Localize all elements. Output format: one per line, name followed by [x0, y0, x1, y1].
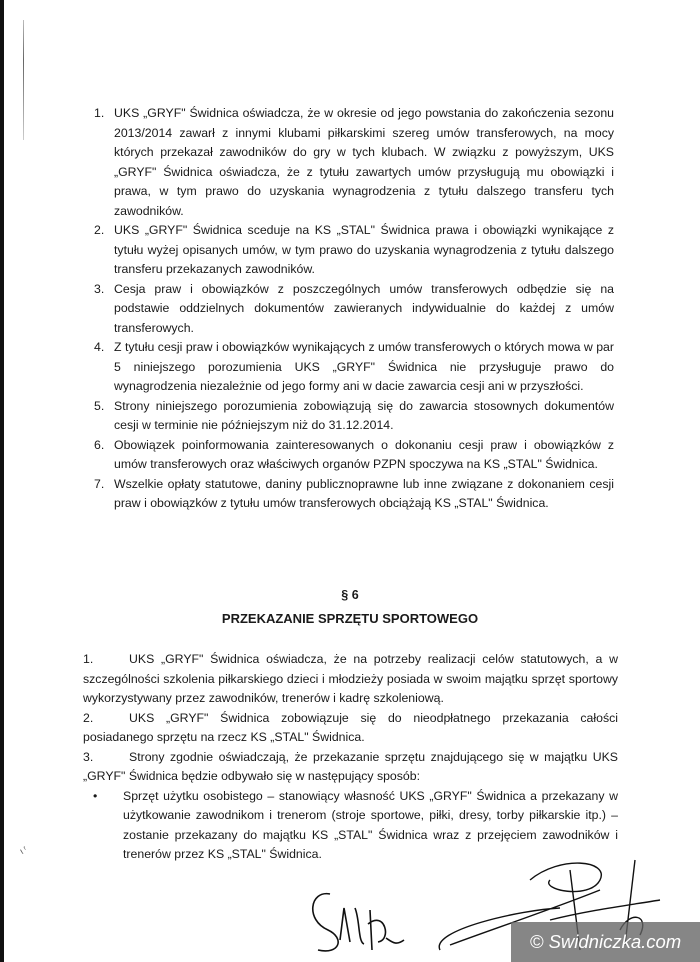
section5-list — [94, 104, 614, 514]
list-item — [94, 475, 614, 514]
list-item — [94, 397, 614, 436]
item-text: Strony niniejszego porozumienia zobowiązują się do zawarcia stosownych dokumentów cesji w terminie nie późniejszym niż do 31.12.2014. — [114, 398, 614, 432]
item-number: 3. — [83, 749, 94, 764]
item-text: Obowiązek poinformowania zainteresowanych o dokonaniu cesji praw i obowiązków z umów transferowych oraz właściwych organów PZPN spoczywa na KS „STAL" Świdnica. — [114, 437, 614, 471]
item-number: 3. — [94, 281, 105, 296]
page-left-edge — [0, 0, 4, 962]
signature-left-icon — [300, 880, 410, 960]
item-number: 7. — [94, 476, 105, 491]
list-item — [83, 748, 618, 787]
item-number: 6. — [94, 437, 105, 452]
item-number: 2. — [94, 223, 105, 237]
item-text: UKS „GRYF" Świdnica zobowiązuje się do nieodpłatnego przekazania całości posiadanego sprzętu na rzecz KS „STAL" Świdnica. — [83, 710, 618, 744]
list-item — [83, 709, 618, 748]
scan-margin-mark — [23, 20, 24, 140]
section-number: § 6 — [341, 588, 359, 602]
item-text: UKS „GRYF" Świdnica sceduje na KS „STAL" Świdnica prawa i obowiązki wynikające z tytułu wyżej opisanych umów, w tym prawo do uzyskania wynagrodzenia z tytułu dalszego transferu przekazanych zawodników. — [114, 223, 614, 276]
bullet-text: Sprzęt użytku osobistego – stanowiący własność UKS „GRYF" Świdnica a przekazany w użytkowanie zawodnikom i trenerom (stroje sportowe, piłki, dresy, torby piłkarskie itp.) – zostanie przekazany do majątku KS „STAL" Świdnica wraz z przejęciem zawodników i trenerów przez KS „STAL" Świdnica. — [123, 788, 618, 861]
watermark: © Swidniczka.com — [511, 922, 700, 962]
item-number: 2. — [83, 710, 94, 725]
section6-list — [83, 650, 618, 865]
item-text: UKS „GRYF" Świdnica oświadcza, że na potrzeby realizacji celów statutowych, a w szczególności szkolenia piłkarskiego dzieci i młodzieży posiada w swoim majątku sprzęt sportowy wykorzystywany przez zawodników, trenerów i kadrę szkoleniową. — [83, 652, 618, 705]
item-text: Cesja praw i obowiązków z poszczególnych umów transferowych odbędzie się na podstawie oddzielnych dokumentów zawieranych indywidualnie do każdej z umów transferowych. — [114, 281, 614, 335]
item-number: 1. — [83, 652, 94, 666]
list-item — [94, 436, 614, 475]
item-text: Z tytułu cesji praw i obowiązków wynikających z umów transferowych o których mowa w par 5 niniejszego porozumienia UKS „GRYF" Świdnica nie przysługuje prawo do wynagrodzenia niezależnie od jego formy ani w dacie zawarcia cesji ani w przyszłości. — [114, 340, 614, 393]
item-number: 5. — [94, 398, 105, 413]
list-item — [83, 650, 618, 709]
list-item — [94, 280, 614, 339]
list-item — [94, 338, 614, 397]
list-item — [94, 221, 614, 280]
item-number: 4. — [94, 340, 105, 354]
scan-mark: ι ʳ — [17, 844, 29, 856]
item-text: Strony zgodnie oświadczają, że przekazanie sprzętu znajdującego się w majątku UKS „GRYF" Świdnica będzie odbywało się w następujący sposób: — [83, 749, 618, 783]
item-text: UKS „GRYF" Świdnica oświadcza, że w okresie od jego powstania do zakończenia sezonu 2013/2014 zawarł z innymi klubami piłkarskimi szereg umów transferowych, na mocy których przekazał zawodników do gry w tych klubach. W związku z powyższym, UKS „GRYF" Świdnica oświadcza, że z tytułu zawartych umów przysługują mu obowiązki i prawa, w tym prawo do uzyskania wynagrodzenia z tytułu dalszego transferu tych zawodników. — [114, 106, 614, 218]
item-number: 1. — [94, 106, 105, 120]
item-text: Wszelkie opłaty statutowe, daniny publicznoprawne lub inne związane z dokonaniem cesji praw i obowiązków z tytułu umów transferowych obciążają KS „STAL" Świdnica. — [114, 476, 614, 510]
list-item — [94, 104, 614, 221]
section-title: PRZEKAZANIE SPRZĘTU SPORTOWEGO — [221, 611, 479, 626]
bullet-icon: • — [93, 788, 98, 803]
